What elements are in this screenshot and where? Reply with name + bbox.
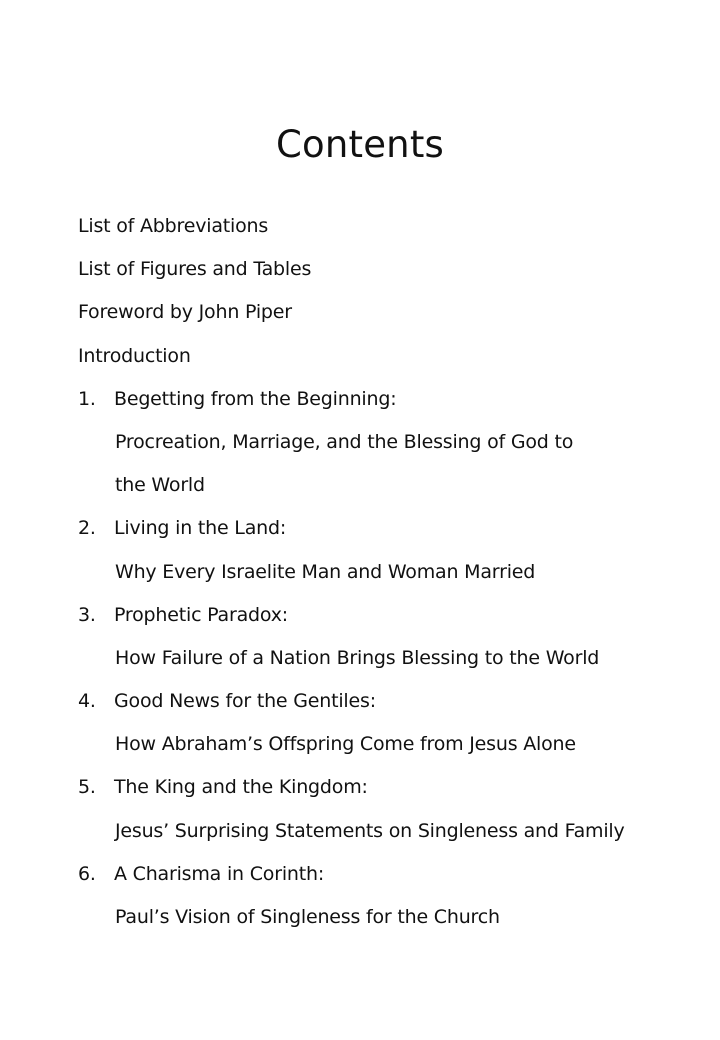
table-of-contents [78, 208, 678, 942]
chapter-1-heading [78, 381, 678, 424]
chapter-4-subtitle: How Abraham’s Offspring Come from Jesus Alone [115, 733, 576, 756]
chapter-2-heading [78, 510, 678, 553]
chapter-number: 4. [78, 690, 96, 713]
chapter-number: 5. [78, 776, 96, 799]
chapter-number: 1. [78, 387, 96, 410]
toc-entry-foreword: Foreword by John Piper [78, 301, 292, 324]
chapter-number: 6. [78, 862, 96, 885]
chapter-title: Begetting from the Beginning: [114, 387, 397, 410]
page-title: Contents [275, 123, 445, 166]
toc-entry-abbreviations: List of Abbreviations [78, 215, 269, 237]
chapter-4-heading [78, 683, 678, 726]
chapter-6-heading [78, 856, 678, 899]
chapter-1-subtitle-line-2: the World [115, 474, 205, 497]
chapter-title: Living in the Land: [114, 517, 287, 540]
chapter-number: 2. [78, 517, 96, 540]
chapter-3-heading [78, 597, 678, 640]
chapter-2-subtitle: Why Every Israelite Man and Woman Married [115, 560, 536, 583]
chapter-5-heading [78, 769, 678, 812]
chapter-title: Good News for the Gentiles: [114, 690, 376, 713]
chapter-title: Prophetic Paradox: [114, 603, 288, 626]
toc-entry-figures-tables: List of Figures and Tables [78, 258, 312, 281]
toc-entry-introduction: Introduction [78, 344, 191, 367]
chapter-title: The King and the Kingdom: [114, 776, 368, 799]
chapter-6-subtitle: Paul’s Vision of Singleness for the Church [115, 906, 500, 928]
chapter-5-subtitle: Jesus’ Surprising Statements on Singleness and Family [115, 819, 625, 842]
chapter-number: 3. [78, 603, 96, 626]
chapter-1-subtitle-line-1: Procreation, Marriage, and the Blessing of God to [115, 430, 574, 453]
chapter-3-subtitle: How Failure of a Nation Brings Blessing to the World [115, 646, 600, 669]
chapter-title: A Charisma in Corinth: [114, 862, 325, 885]
